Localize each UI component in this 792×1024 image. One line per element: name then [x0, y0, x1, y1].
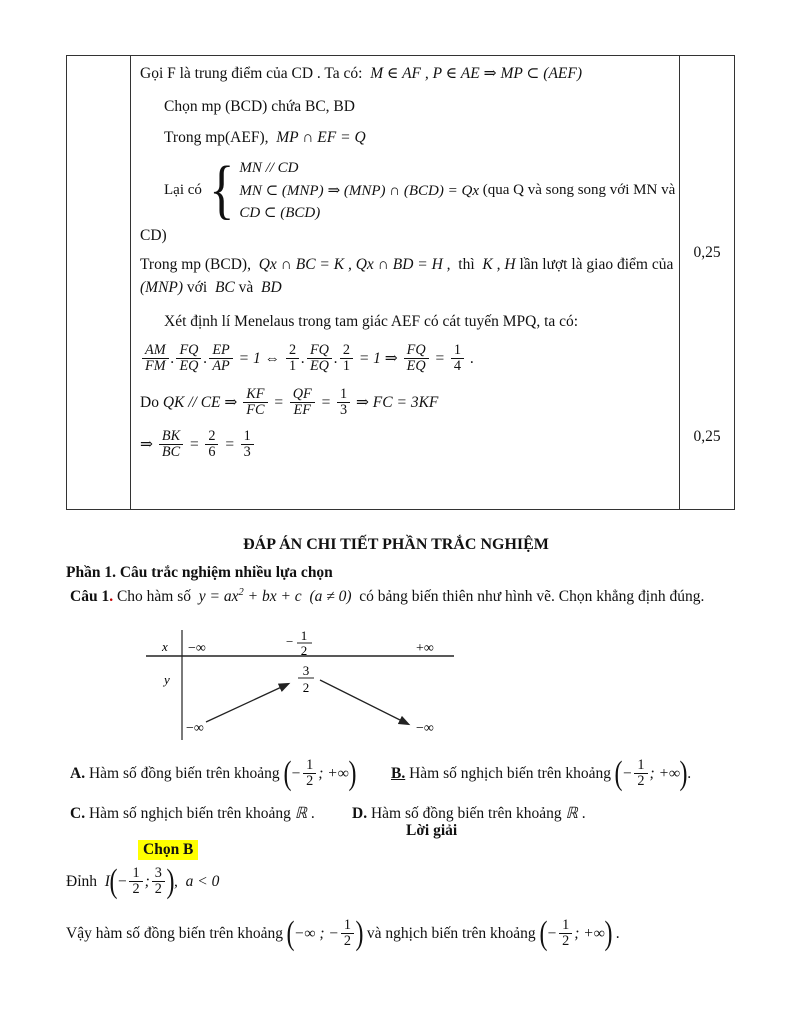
- option-b-text: Hàm số nghịch biến trên khoảng ( − $\frac{1}{2}$ ; +∞ ) .: [405, 754, 692, 792]
- bbt-x-right: +∞: [416, 641, 434, 656]
- system-prefix: Lại có: [164, 181, 206, 198]
- solution-system-line: [164, 153, 677, 226]
- option-d: [352, 804, 586, 823]
- system-condition: MN // CD: [239, 159, 299, 176]
- option-a: [70, 754, 357, 792]
- solution-table: [66, 55, 735, 510]
- option-a-text: Hàm số đồng biến trên khoảng ( − $\frac{1}{2}$ ; +∞ ): [85, 754, 357, 792]
- solution-line: Xét định lí Menelaus trong tam giác AEF có cát tuyến MPQ, ta có:: [164, 313, 579, 330]
- chosen-answer-highlight: Chọn B: [138, 840, 198, 860]
- bbt-falling-arrow: [320, 680, 408, 724]
- answer-key-heading: ĐÁP ÁN CHI TIẾT PHẦN TRẮC NGHIỆM: [243, 536, 549, 553]
- option-d-text: Hàm số đồng biến trên khoảng ℝ .: [367, 804, 586, 822]
- vertex-line: Đỉnh I ( − $\frac{1}{2}$ ; $\frac{3}{2}$ ) , a < 0: [66, 862, 220, 900]
- variation-table: [140, 622, 460, 746]
- score-value: 0,25: [693, 428, 721, 445]
- bbt-peak-den: 2: [302, 680, 310, 695]
- table-score-cell: [680, 56, 734, 509]
- option-a-label: A.: [70, 764, 86, 782]
- system-condition: MN ⊂ (MNP): [239, 182, 324, 199]
- system-condition: CD ⊂ (BCD): [239, 204, 321, 221]
- solution-line: (MNP) với BC và BD: [140, 279, 282, 296]
- system-suffix: ⇒ (MNP) ∩ (BCD) = Qx (qua Q và song song với MN và: [327, 181, 676, 199]
- bbt-x-mid-den: 2: [300, 643, 308, 658]
- option-b: [391, 754, 692, 792]
- solution-line: Trong mp (BCD), Qx ∩ BC = K , Qx ∩ BD = H , thì K , H lần lượt là giao điểm của: [140, 256, 674, 273]
- bbt-y-right: −∞: [416, 721, 434, 736]
- bbt-x-left: −∞: [188, 641, 206, 656]
- option-c-text: Hàm số nghịch biến trên khoảng ℝ .: [85, 804, 315, 822]
- equation-line: $\frac{AM}{FM}$ . $\frac{FQ}{EQ}$ . $\frac{EP}{AP}$ = 1 ⇔ $\frac{2}{1}$ . $\frac{FQ}{EQ}$ . $\frac{2}{1}$ = 1 ⇒ $\frac{FQ}{EQ}$ = $\frac{1}{4}$ .: [140, 343, 677, 375]
- table-question-cell: [67, 56, 131, 509]
- bbt-x-mid-sign: −: [286, 634, 294, 649]
- bbt-y-label: y: [164, 672, 170, 687]
- score-value: 0,25: [693, 244, 721, 261]
- solution-line: CD): [140, 227, 167, 244]
- solution-line: Gọi F là trung điểm của CD . Ta có: M ∈ AF , P ∈ AE ⇒ MP ⊂ (AEF): [140, 64, 583, 82]
- bbt-x-mid-num: 1: [300, 628, 308, 643]
- bbt-x-label: x: [162, 639, 168, 654]
- bbt-rising-arrow: [206, 684, 288, 722]
- solution-line: Trong mp(AEF), MP ∩ EF = Q: [164, 129, 366, 146]
- question-1: [70, 588, 704, 606]
- part-heading: Phần 1. Câu trắc nghiệm nhiều lựa chọn: [66, 564, 333, 581]
- option-b-label: B.: [391, 764, 406, 782]
- option-d-label: D.: [352, 804, 368, 822]
- equation-line: Do QK // CE ⇒ $\frac{KF}{FC}$ = $\frac{QF}{EF}$ = $\frac{1}{3}$ ⇒ FC = 3KF: [140, 385, 439, 419]
- equation-line: ⇒ $\frac{BK}{BC}$ = $\frac{2}{6}$ = $\frac{1}{3}$: [140, 429, 677, 461]
- bbt-peak-num: 3: [302, 663, 310, 678]
- bbt-y-left: −∞: [186, 721, 204, 736]
- table-solution-cell: [131, 56, 680, 509]
- conclusion-line: Vậy hàm số đồng biến trên khoảng ( −∞ ; − $\frac{1}{2}$ ) và nghịch biến trên khoảng ( − $\frac{1}{2}$ ; +∞ ) .: [66, 914, 620, 952]
- option-c: [70, 804, 315, 823]
- question-text: Cho hàm số y = ax 2 + bx + c (a ≠ 0) có bảng biến thiên như hình vẽ. Chọn khẳng định đúng.: [113, 587, 705, 605]
- system-conditions: [239, 157, 323, 223]
- option-c-label: C.: [70, 804, 86, 822]
- solution-label: Lời giải: [406, 822, 458, 839]
- solution-line: Chọn mp (BCD) chứa BC, BD: [164, 98, 355, 115]
- question-number-dot: .: [109, 588, 114, 605]
- question-number: Câu 1: [70, 588, 110, 605]
- brace-symbol: {: [208, 153, 235, 226]
